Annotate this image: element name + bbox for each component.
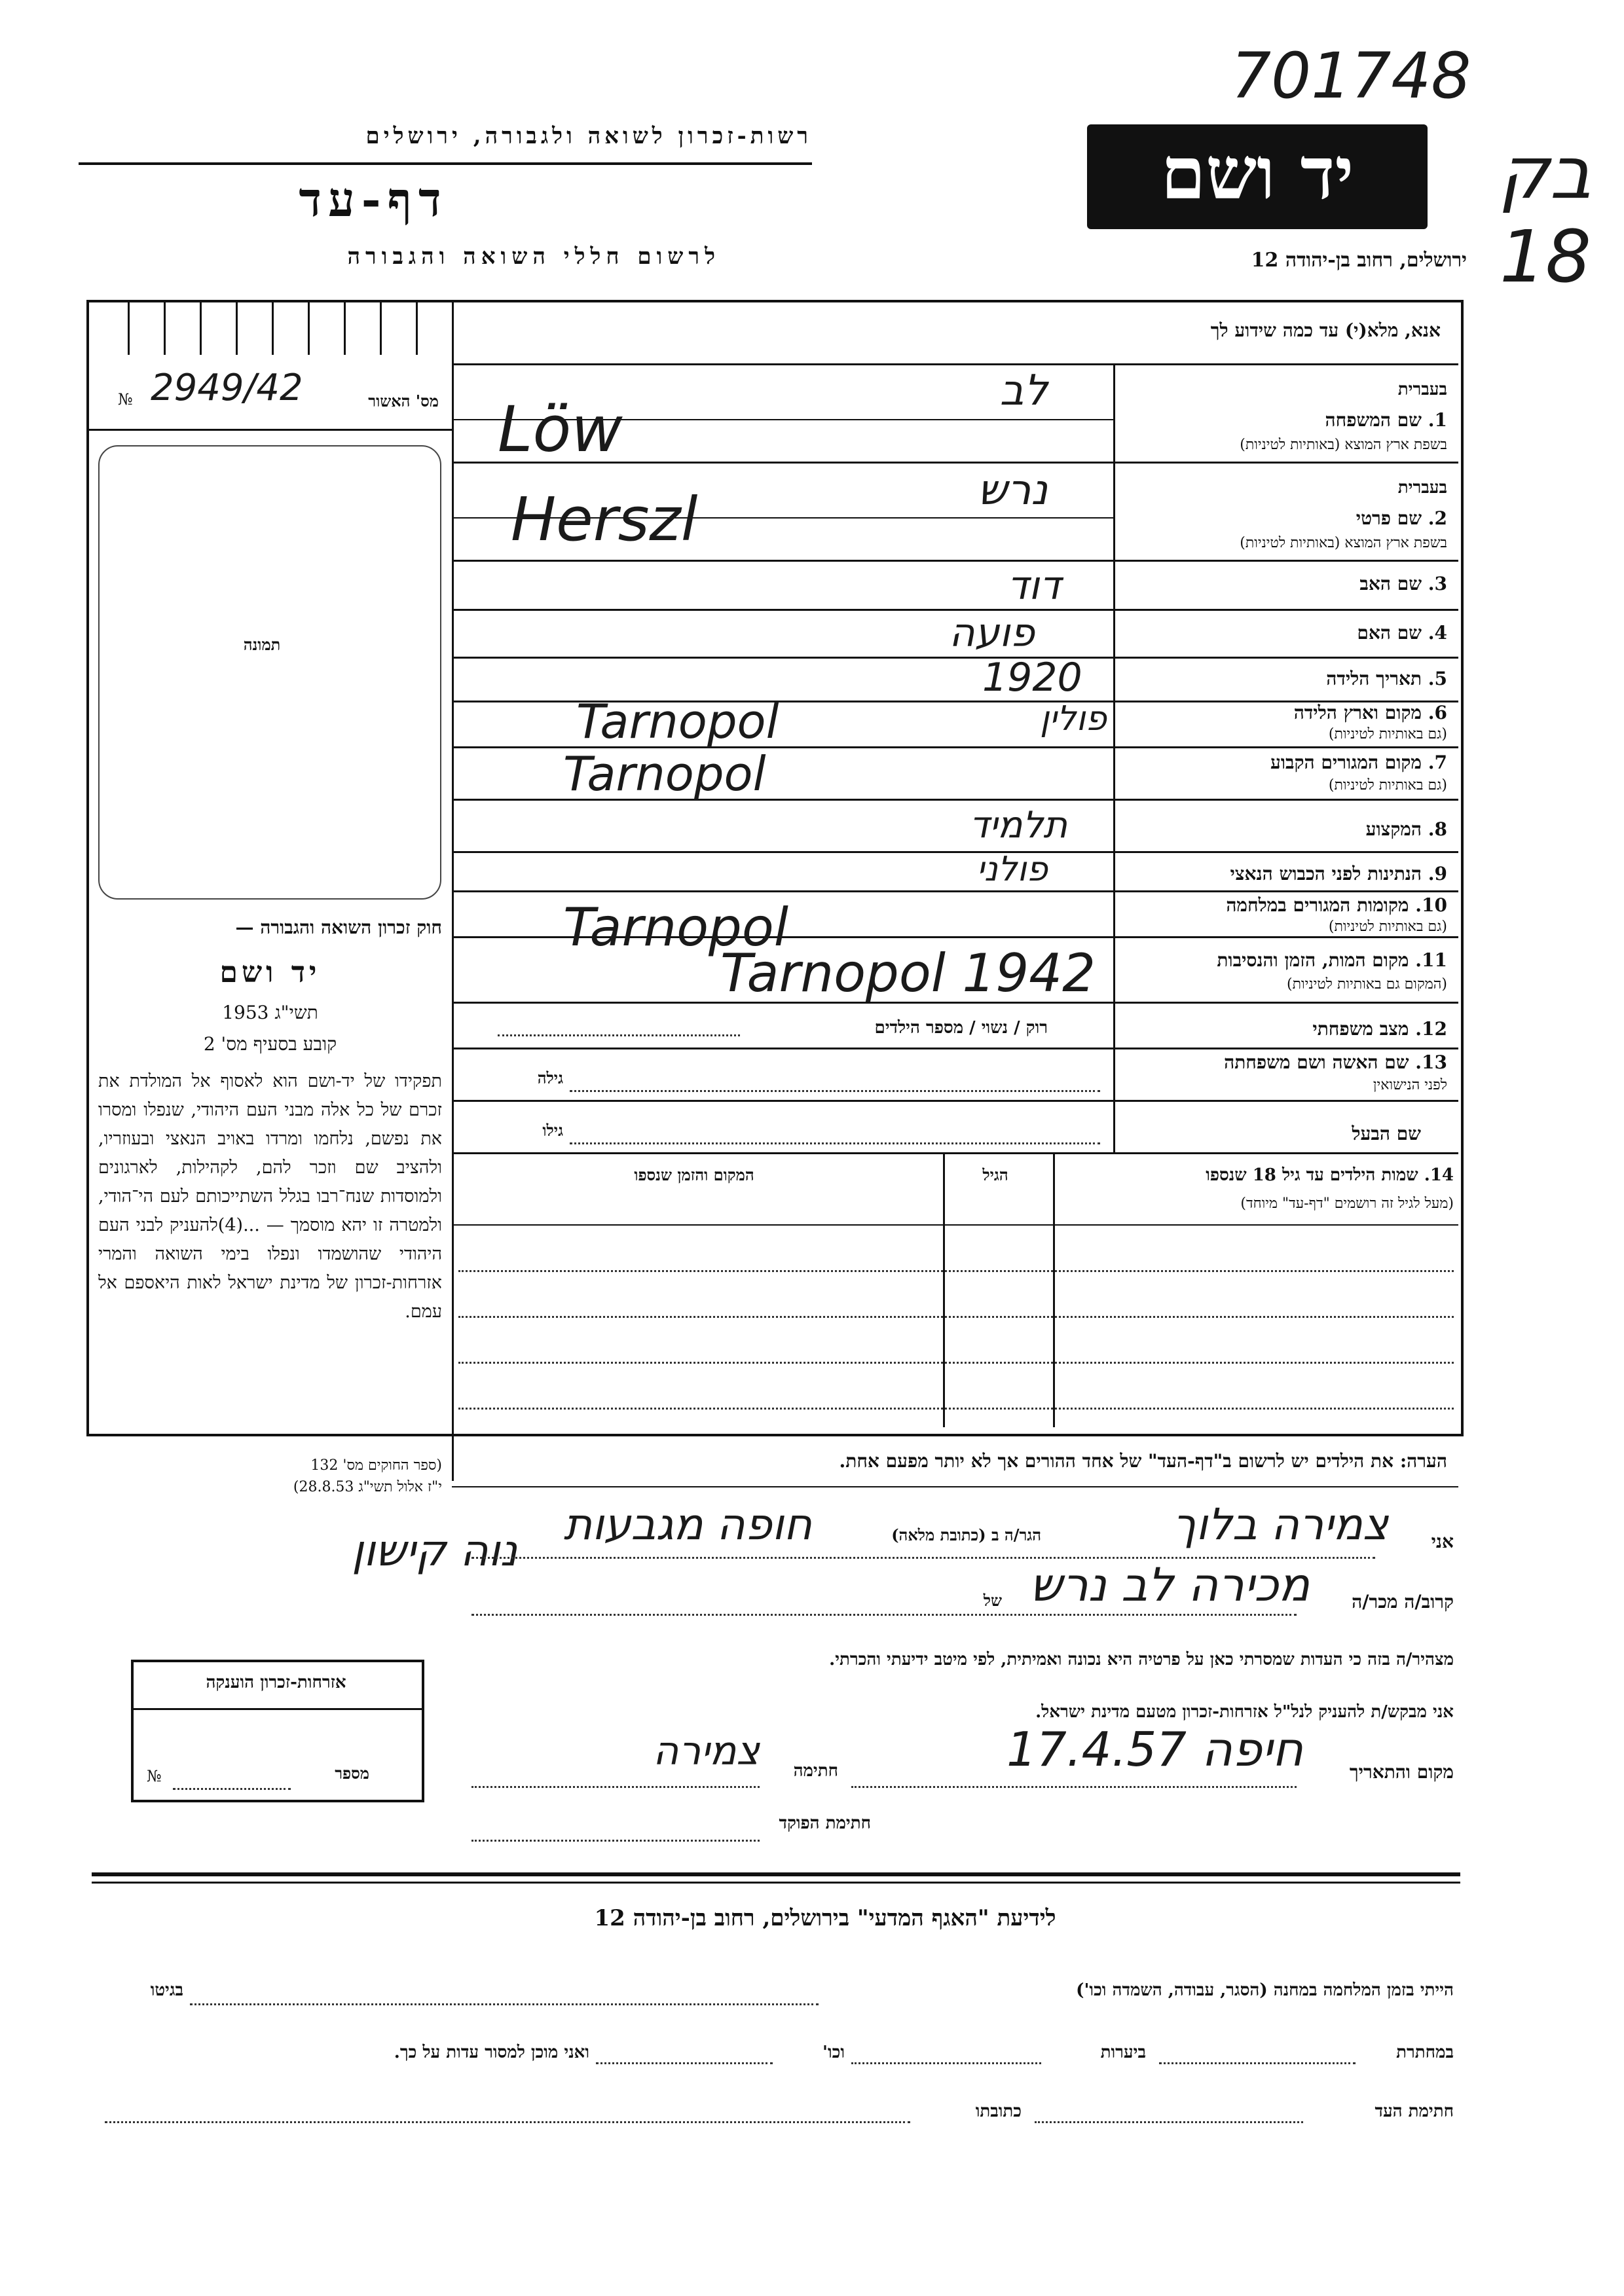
law-name: יד ושם [219, 956, 321, 989]
value-father-name: דוד [1007, 563, 1061, 609]
law-clause: קובע בסעיף מס' 2 [203, 1033, 337, 1055]
children-sub: (מעל לגיל זה רושמים "דף-עד" מיוחד) [1240, 1195, 1454, 1212]
citizenship-no-symbol: № [147, 1767, 162, 1785]
signature-value: צמירה [653, 1728, 760, 1774]
field-label-7: 7. מקום המגורים הקבוע [1270, 752, 1447, 773]
value-birthplace-he: פולין [1040, 699, 1107, 738]
field-label-1: 1. שם המשפחה [1325, 409, 1447, 431]
value-mother-name: פועה [949, 610, 1035, 656]
photo-label: תמונה [243, 635, 281, 654]
bottom-line2-end: ואני מוכן למסור עדות על כך. [394, 2043, 589, 2062]
declarant-extra: נוה קישון [352, 1525, 517, 1576]
cert-label: מס' האשור [368, 392, 439, 410]
value-first-name-he: נרש [977, 466, 1048, 515]
law-text: תפקידו של יד-ושם הוא לאסוף אל המולדת את זכרם של כל אלה מבני העם היהודי, שנפלו ומסרו את נפשם, נלחמו ומרדו באויב הנאצי ובעוזריו, ולהציב שם וזכר להם, לקהילות, לארגונים ולמוסדות שנח־רבו בגלל השתייכותם לעם הי־הודי, ולמטרה זו יהא מוסמך — ...(4)להעניק לבני העם היהודי שהושמדו ונפלו בימי השואה והמרי אזרחות-זכרון של מדינת ישראל לאות היאספם אל עמם. [98, 1071, 442, 1322]
field-label-8: 8. המקצוע [1365, 818, 1447, 840]
bottom-forests: ביערות [1100, 2043, 1146, 2062]
cert-no-symbol: № [118, 390, 133, 409]
field-sub-7: (גם באותיות לטיניות) [1328, 777, 1447, 793]
citizenship-box-title: אזרחות-זכרון הוענקה [206, 1673, 346, 1692]
value-profession: תלמיד [969, 804, 1067, 847]
kinship-value: מכירה לב נרש [1029, 1558, 1310, 1612]
law-title: חוק זכרון השואה והגבורה — [235, 917, 442, 938]
field-sub-10: (גם באותיות לטיניות) [1328, 919, 1447, 935]
resident-label: הגר/ה ב (כתובת מלאה) [891, 1525, 1041, 1544]
age-label-husband: גילו [542, 1121, 563, 1140]
field-label-2: 2. שם פרטי [1356, 507, 1447, 529]
age-label-wife: גילה [537, 1068, 563, 1087]
note-text: הערה: את הילדים יש לרשום ב"דף-העד" של אחד ההורים אך לא יותר מפעם אחת. [839, 1450, 1447, 1472]
law-source-1: (ספר החוקים מס' 132 [310, 1457, 442, 1474]
bottom-line1-end: בגיטו [150, 1980, 183, 2000]
law-source-2: י"ז אלול תשי"ג 28.8.53) [293, 1479, 442, 1495]
declaration-text: מצהיר/ה בזה כי העדות שמסרתי כאן על פרטיה היא נכונה ואמיתית, לפי מיטב ידיעתי והכרתי. [829, 1650, 1454, 1669]
kinship-label: קרוב/ה מכר/ה [1352, 1591, 1454, 1613]
corner-note: בק 18 [1498, 131, 1591, 299]
value-first-name-latin: Herszl [511, 484, 698, 555]
archive-number: 701748 [1231, 39, 1471, 113]
declarant-name: צמירה בלוך [1172, 1499, 1388, 1550]
form-subtitle: לרשום חללי השואה והגבורה [347, 244, 720, 270]
field-label-10: 10. מקומות המגורים במלחמה [1226, 894, 1447, 916]
field-sub-13: לפני הנישואין [1373, 1077, 1447, 1093]
request-text: אני מבקש/ת להעניק לנל"ל אזרחות-זכרון מטעם מדינת ישראל. [1035, 1702, 1454, 1722]
field-label-3: 3. שם האב [1359, 573, 1447, 594]
value-death-place: Tarnopol 1942 [720, 943, 1096, 1004]
field-label-5: 5. תאריך הלידה [1326, 668, 1447, 689]
address: ירושלים, רחוב בן-יהודה 12 [1251, 249, 1467, 272]
intro-text: אנא, מלא(י) עד כמה שידוע לך [1210, 319, 1441, 341]
children-age-header: הגיל [982, 1165, 1008, 1184]
logo-text: יד ושם [1160, 131, 1354, 215]
bottom-underground: במחתרת [1396, 2043, 1454, 2062]
value-wartime-residence: Tarnopol [563, 897, 788, 958]
field-label-6: 6. מקום וארץ הלידה [1293, 702, 1447, 723]
field-sub-2: בשפת ארץ המוצא (באותיות לטיניות) [1240, 535, 1447, 551]
official-label: חתימת הפוקד [779, 1813, 871, 1833]
field-sub-1: בשפת ארץ המוצא (באותיות לטיניות) [1240, 437, 1447, 453]
kinship-of-label: של [983, 1591, 1002, 1610]
value-birth-date: 1920 [982, 655, 1082, 701]
declarant-i-label: אני [1431, 1531, 1454, 1552]
bottom-title: לידיעת "האגף המדעי" בירושלים, רחוב בן-יהודה 12 [594, 1905, 1056, 1931]
marital-options: רוק / נשוי / מספר הילדים [874, 1018, 1048, 1038]
value-citizenship: פולני [976, 850, 1048, 889]
bottom-etc: וכו' [822, 2043, 845, 2062]
value-residence-latin: Tarnopol [563, 746, 766, 801]
field-sub-6: (גם באותיות לטיניות) [1328, 726, 1447, 742]
value-family-name-latin: Löw [498, 393, 623, 466]
value-family-name-he: לב [999, 367, 1048, 415]
children-label: 14. שמות הילדים עד גיל 18 שנספו [1206, 1165, 1454, 1185]
place-date-label: מקום והתאריך [1349, 1761, 1454, 1783]
citizenship-number-label: מספר [335, 1764, 369, 1783]
in-hebrew-label-1: בעברית [1397, 380, 1447, 399]
value-birthplace-latin: Tarnopol [576, 694, 779, 749]
yad-vashem-logo [1087, 124, 1428, 229]
bottom-witness-signature: חתימת העד [1375, 2102, 1454, 2121]
bottom-line1: הייתי בזמן המלחמה במחנה (הסגר, עבודה, השמדה וכו') [1076, 1980, 1454, 2000]
field-label-13: 13. שם האשה ושם משפחתה [1224, 1051, 1447, 1073]
field-label-11: 11. מקום המות, הזמן והנסיבות [1217, 949, 1447, 971]
law-year: תשי"ג 1953 [222, 1002, 318, 1023]
in-hebrew-label-2: בעברית [1397, 478, 1447, 498]
org-line: רשות-זכרון לשואה ולגבורה, ירושלים [365, 123, 812, 149]
field-label-12: 12. מצב משפחתי [1312, 1018, 1447, 1040]
declarant-address: חופה מגבעות [563, 1499, 812, 1550]
field-label-husband: שם הבעל [1352, 1123, 1421, 1144]
citizenship-box [131, 1660, 424, 1802]
signature-label: חתימה [793, 1761, 838, 1781]
form-title: דף-עד [299, 172, 448, 227]
field-label-4: 4. שם האם [1357, 622, 1447, 644]
photo-area [98, 445, 441, 900]
field-label-9: 9. הנתינות לפני הכבוש הנאצי [1230, 863, 1447, 884]
bottom-witness-address: כתובתו [975, 2102, 1022, 2121]
children-place-header: המקום והזמן שנספו [634, 1165, 754, 1184]
cert-number: 2949/42 [151, 367, 303, 409]
place-date-value: חיפה 17.4.57 [1006, 1722, 1303, 1777]
field-sub-11: (המקום גם באותיות לטיניות) [1287, 976, 1447, 993]
